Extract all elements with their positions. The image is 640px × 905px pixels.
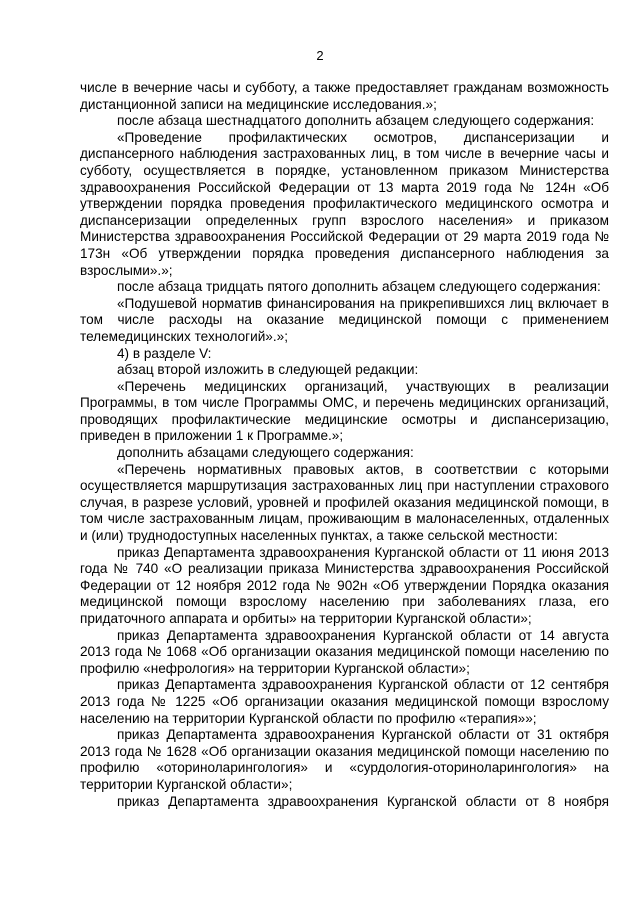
paragraph: приказ Департамента здравоохранения Курганской области от 14 августа 2013 года № 1068 «Об организации оказания медицинской помощи населению по профилю «нефрология» на территории Курганской области»;	[80, 627, 609, 676]
document-body	[80, 80, 609, 810]
paragraph: приказ Департамента здравоохранения Курганской области от 8 ноября	[117, 793, 609, 809]
paragraph: «Подушевой норматив финансирования на прикрепившихся лиц включает в том числе расходы на оказание медицинской помощи с применением телемедицинских технологий».»;	[80, 295, 609, 344]
paragraph: 4) в разделе V:	[117, 345, 212, 361]
paragraph: приказ Департамента здравоохранения Курганской области от 11 июня 2013 года № 740 «О реализации приказа Министерства здравоохранения Российской Федерации от 12 ноября 2012 года № 902н «Об утверждении Порядка оказания медицинской помощи взрослому населению при заболеваниях глаза, его придаточного аппарата и орбиты» на территории Курганской области»;	[80, 544, 609, 626]
page-number: 2	[316, 48, 324, 63]
paragraph: приказ Департамента здравоохранения Курганской области от 31 октября 2013 года № 1628 «Об организации оказания медицинской помощи населению по профилю «оториноларингология» и «сурдология-оториноларингология» на территории Курганской области»;	[80, 727, 609, 792]
paragraph: «Перечень нормативных правовых актов, в соответствии с которыми осуществляется маршрутизация застрахованных лиц при наступлении страхового случая, в разрезе условий, уровней и профилей оказания медицинской помощи, в том числе застрахованным лицам, проживающим в малонаселенных, отдаленных и (или) труднодоступных населенных пунктах, а также сельской местности:	[80, 461, 609, 544]
paragraph: дополнить абзацами следующего содержания:	[117, 445, 414, 461]
paragraph: абзац второй изложить в следующей редакции:	[117, 362, 419, 378]
paragraph: приказ Департамента здравоохранения Курганской области от 12 сентября 2013 года № 1225 «Об организации оказания медицинской помощи взрослому населению на территории Курганской области по профилю «терапия»»;	[80, 677, 609, 726]
paragraph: после абзаца тридцать пятого дополнить абзацем следующего содержания:	[117, 279, 601, 295]
paragraph: «Проведение профилактических осмотров, диспансеризации и диспансерного наблюдения застрахованных лиц, в том числе в вечерние часы и субботу, осуществляется в порядке, установленном приказом Министерства здравоохранения Российской Федерации от 13 марта 2019 года № 124н «Об утверждении порядка проведения профилактического медицинского осмотра и диспансеризации определенных групп взрослого населения» и приказом Министерства здравоохранения Российской Федерации от 29 марта 2019 года № 173н «Об утверждении порядка проведения диспансерного наблюдения за взрослыми».»;	[80, 129, 609, 278]
paragraph: числе в вечерние часы и субботу, а также предоставляет гражданам возможность дистанционной записи на медицинские исследования.»;	[80, 80, 609, 112]
paragraph: после абзаца шестнадцатого дополнить абзацем следующего содержания:	[117, 113, 595, 129]
paragraph: «Перечень медицинских организаций, участвующих в реализации Программы, в том числе Программы ОМС, и перечень медицинских организаций, проводящих профилактические медицинские осмотры и диспансеризацию, приведен в приложении 1 к Программе.»;	[80, 378, 609, 444]
